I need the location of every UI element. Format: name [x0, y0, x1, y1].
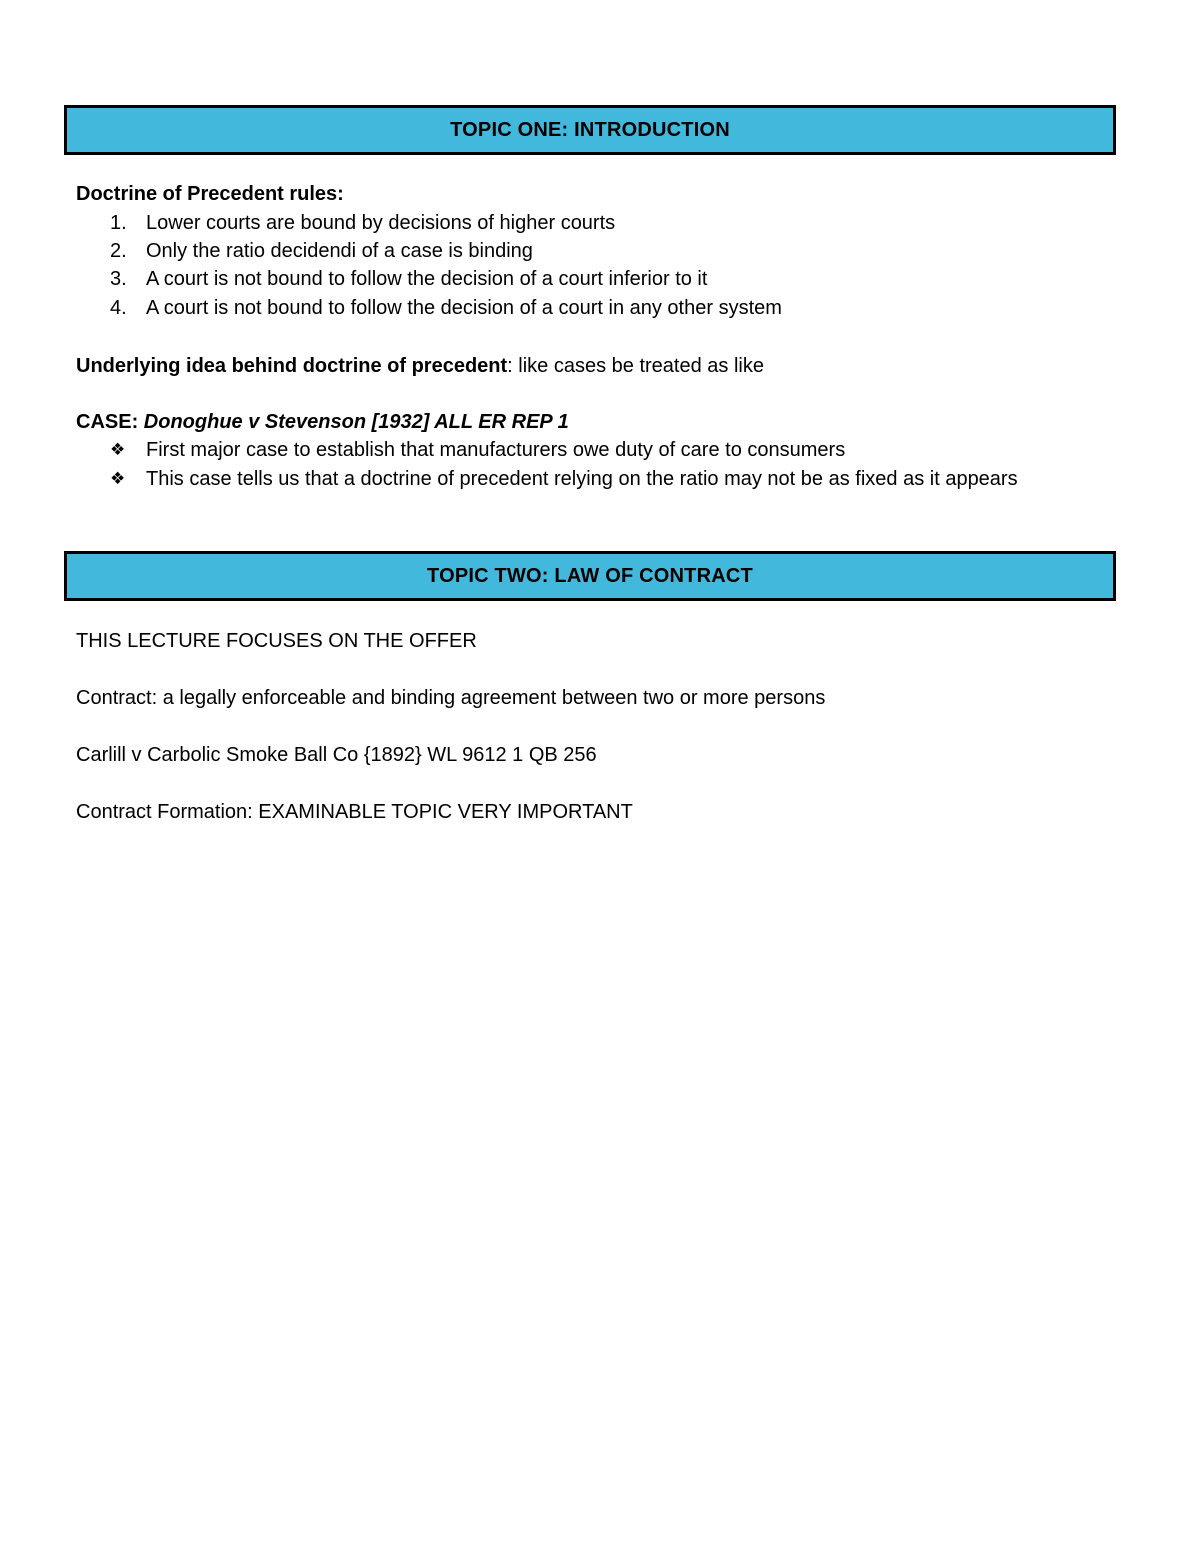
underlying-idea-paragraph	[76, 354, 764, 378]
list-item	[110, 296, 782, 320]
list-item	[110, 438, 845, 462]
list-number: 3.	[110, 268, 127, 290]
list-text: A court is not bound to follow the decision of a court in any other system	[146, 297, 782, 319]
list-item	[110, 211, 615, 235]
list-item	[110, 267, 707, 291]
contract-formation-line: Contract Formation: EXAMINABLE TOPIC VERY IMPORTANT	[76, 801, 633, 823]
contract-definition-line: Contract: a legally enforceable and binding agreement between two or more persons	[76, 687, 826, 709]
topic-one-banner	[64, 105, 1116, 155]
case-label: CASE:	[76, 411, 144, 433]
underlying-idea-text: : like cases be treated as like	[507, 355, 764, 377]
list-text: Lower courts are bound by decisions of higher courts	[146, 212, 616, 234]
list-item	[110, 239, 533, 263]
topic-one-title: TOPIC ONE: INTRODUCTION	[450, 118, 730, 141]
case-citation-line: Carlill v Carbolic Smoke Ball Co {1892} WL 9612 1 QB 256	[76, 744, 597, 766]
case-name: Donoghue v Stevenson [1932] ALL ER REP 1	[143, 411, 569, 433]
list-text: This case tells us that a doctrine of precedent relying on the ratio may not be as fixed as it appears	[146, 468, 1018, 490]
topic-two-title: TOPIC TWO: LAW OF CONTRACT	[427, 564, 753, 587]
case-heading	[76, 410, 569, 434]
underlying-idea-label: Underlying idea behind doctrine of precedent	[76, 355, 508, 377]
lecture-focus-line: THIS LECTURE FOCUSES ON THE OFFER	[76, 630, 477, 652]
topic-two-banner	[64, 551, 1116, 601]
diamond-bullet-icon: ❖	[110, 440, 126, 459]
list-number: 1.	[110, 212, 127, 234]
list-text: First major case to establish that manufacturers owe duty of care to consumers	[146, 439, 846, 461]
list-item	[110, 467, 1018, 491]
list-number: 4.	[110, 297, 127, 319]
list-text: A court is not bound to follow the decision of a court inferior to it	[146, 268, 708, 290]
diamond-bullet-icon: ❖	[110, 469, 126, 488]
list-text: Only the ratio decidendi of a case is binding	[146, 240, 533, 262]
list-number: 2.	[110, 240, 127, 262]
doctrine-heading: Doctrine of Precedent rules:	[76, 183, 344, 205]
